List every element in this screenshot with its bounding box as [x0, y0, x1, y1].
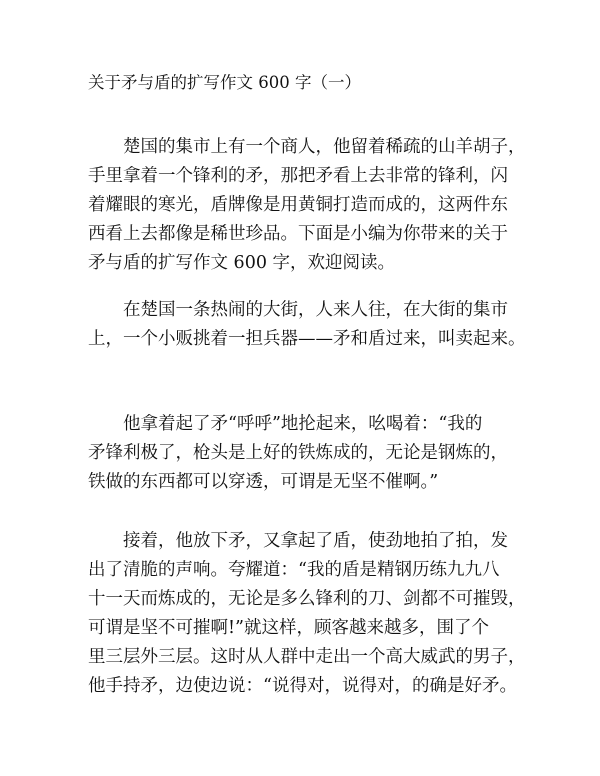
paragraph-line: 楚国的集市上有一个商人，他留着稀疏的山羊胡子，: [88, 137, 526, 157]
paragraph-line: 矛与盾的扩写作文 600 字，欢迎阅读。: [88, 253, 396, 273]
paragraph-1: [88, 133, 528, 278]
paragraph-3: [88, 410, 528, 497]
paragraph-line: 矛锋利极了，枪头是上好的铁炼成的，无论是钢炼的，: [88, 443, 508, 463]
paragraph-line: 十一天而炼成的，无论是多么锋利的刀、剑都不可摧毁，: [88, 589, 526, 609]
paragraph-line: 可谓是坚不可摧啊!”就这样，顾客越来越多，围了个: [88, 618, 489, 638]
paragraph-line: 铁做的东西都可以穿透，可谓是无坚不催啊。”: [88, 472, 439, 492]
document-title: 关于矛与盾的扩写作文 600 字（一）: [88, 73, 361, 92]
paragraph-line: 他拿着起了矛“呼呼”地抡起来，吆喝着：“我的: [88, 414, 483, 434]
paragraph-line: 出了清脆的声响。夸耀道：“我的盾是精钢历练九九八: [88, 560, 500, 580]
paragraph-line: 他手持矛，边使边说：“说得对，说得对，的确是好矛。: [88, 676, 517, 696]
paragraph-line: 接着，他放下矛，又拿起了盾，使劲地拍了拍，发: [88, 531, 508, 551]
paragraph-line: 西看上去都像是稀世珍品。下面是小编为你带来的关于: [88, 224, 508, 244]
paragraph-2: [88, 296, 528, 354]
paragraph-4: [88, 527, 528, 701]
paragraph-line: 着耀眼的寒光，盾牌像是用黄铜打造而成的，这两件东: [88, 195, 508, 215]
paragraph-line: 手里拿着一个锋利的矛，那把矛看上去非常的锋利，闪: [88, 166, 508, 186]
paragraph-line: 上，一个小贩挑着一担兵器——矛和盾过来，叫卖起来。: [88, 329, 526, 349]
paragraph-line: 里三层外三层。这时从人群中走出一个高大威武的男子，: [88, 647, 526, 667]
paragraph-line: 在楚国一条热闹的大街，人来人往，在大街的集市: [88, 300, 508, 320]
